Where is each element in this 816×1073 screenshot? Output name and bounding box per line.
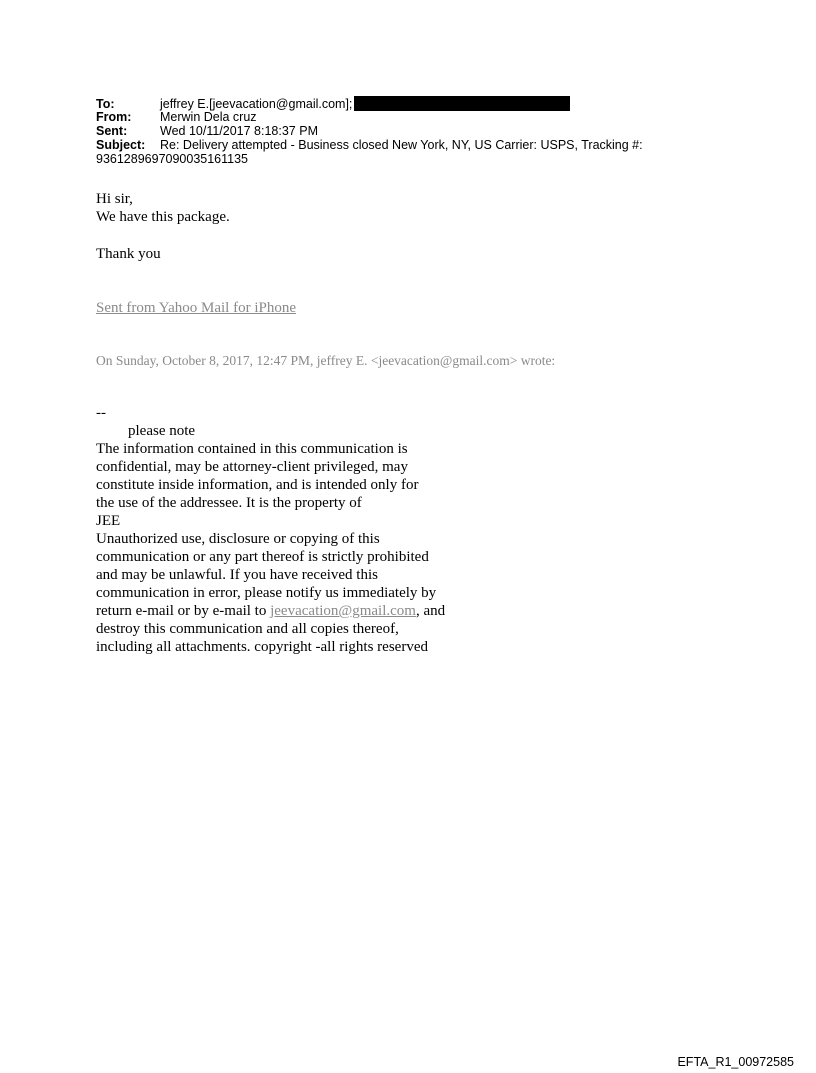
thanks-text: Thank you [96, 246, 161, 262]
sent-row [96, 124, 736, 138]
email-header [96, 96, 736, 166]
disclaimer [96, 404, 445, 656]
disclaimer-line: Unauthorized use, disclosure or copying of this [96, 531, 380, 547]
to-row [96, 96, 736, 110]
disclaimer-line: the use of the addressee. It is the property of [96, 495, 362, 511]
from-value: Merwin Dela cruz [160, 110, 257, 124]
disclaimer-line: and may be unlawful. If you have received this [96, 567, 378, 583]
redaction-box [354, 96, 570, 111]
disclaimer-line: destroy this communication and all copies thereof, [96, 621, 399, 637]
email-link[interactable]: jeevacation@gmail.com [270, 603, 416, 619]
disclaimer-line: constitute inside information, and is intended only for [96, 477, 419, 493]
disclaimer-line: The information contained in this communication is [96, 441, 408, 457]
greeting: Hi sir, [96, 191, 133, 207]
disclaimer-line: confidential, may be attorney-client privileged, may [96, 459, 408, 475]
body-line: We have this package. [96, 209, 230, 225]
sent-value: Wed 10/11/2017 8:18:37 PM [160, 124, 318, 138]
disclaimer-line: communication in error, please notify us immediately by [96, 585, 437, 601]
subject-continuation [96, 152, 736, 166]
disclaimer-line: communication or any part thereof is strictly prohibited [96, 549, 429, 565]
from-row [96, 110, 736, 124]
return-suffix: , and [415, 603, 446, 619]
please-note: please note [128, 423, 196, 439]
disclaimer-return-line [96, 602, 445, 620]
quote-header [96, 352, 555, 370]
to-value: jeffrey E.[jeevacation@gmail.com]; [160, 97, 353, 111]
signature-block [96, 299, 296, 317]
subject-row [96, 138, 736, 152]
subject-label: Subject: [96, 138, 146, 152]
tracking-number: 9361289697090035161135 [96, 152, 249, 166]
thanks-block [96, 245, 161, 263]
sent-from-link[interactable]: Sent from Yahoo Mail for iPhone [96, 300, 296, 316]
subject-value: Re: Delivery attempted - Business closed New York, NY, US Carrier: USPS, Tracking #: [160, 138, 643, 152]
disclaimer-line: including all attachments. copyright -all rights reserved [96, 639, 428, 655]
message-body [96, 190, 230, 226]
to-label: To: [96, 97, 115, 111]
from-label: From: [96, 110, 132, 124]
return-prefix: return e-mail or by e-mail to [96, 603, 271, 619]
disclaimer-line: JEE [96, 513, 121, 529]
disclaimer-dashes: -- [96, 405, 106, 421]
quote-line: On Sunday, October 8, 2017, 12:47 PM, jeffrey E. <jeevacation@gmail.com> wrote: [96, 353, 556, 368]
document-id: EFTA_R1_00972585 [677, 1055, 794, 1069]
sent-label: Sent: [96, 124, 128, 138]
